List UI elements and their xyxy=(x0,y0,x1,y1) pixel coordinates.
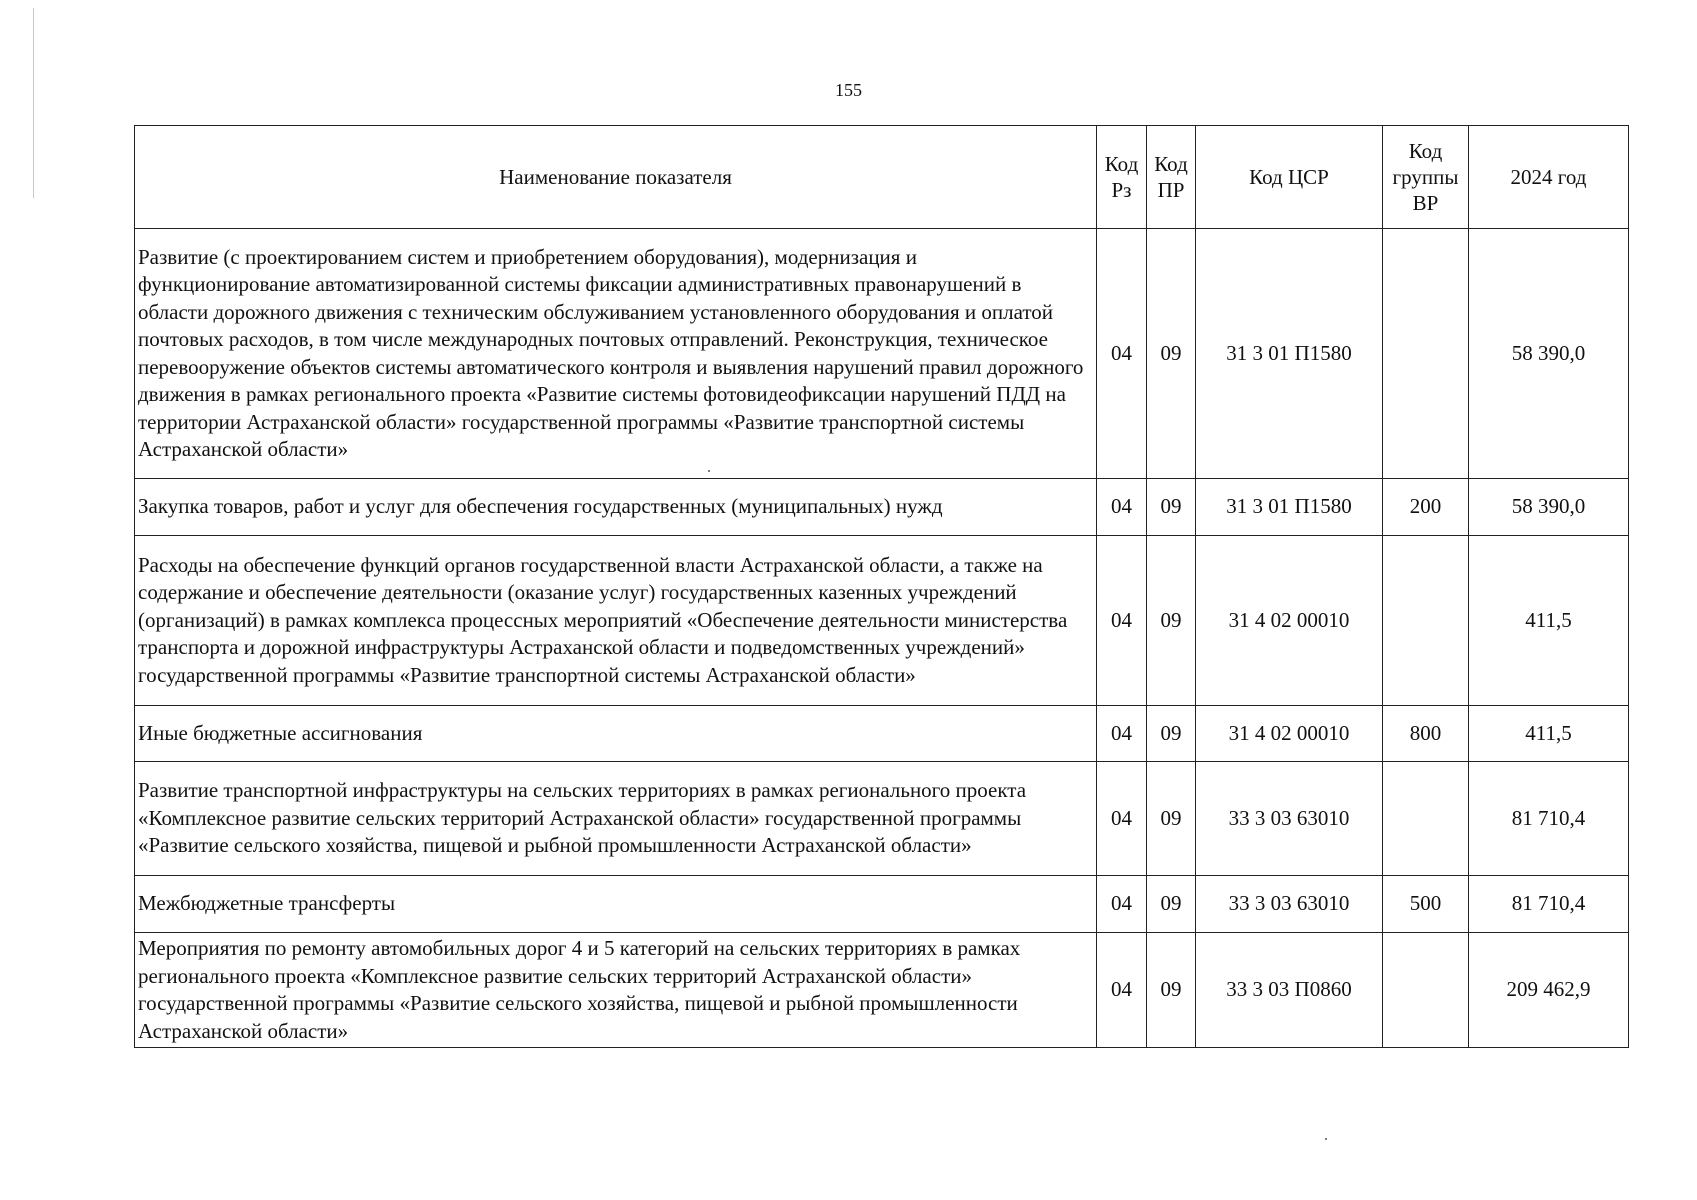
row-name: Межбюджетные трансферты xyxy=(135,876,1097,933)
scan-speck xyxy=(708,470,710,472)
row-vr: 500 xyxy=(1383,876,1469,933)
row-vr xyxy=(1383,229,1469,479)
scan-speck xyxy=(1325,1138,1327,1140)
table-row xyxy=(135,706,1629,762)
row-name: Мероприятия по ремонту автомобильных дорог 4 и 5 категорий на сельских территориях в рамках регионального проекта «Комплексное развитие сельских территорий Астраханской области» государственной программы «Развитие сельского хозяйства, пищевой и рыбной промышленности Астраханской области» xyxy=(135,933,1097,1048)
row-pr: 09 xyxy=(1147,479,1196,536)
page-number: 155 xyxy=(835,80,862,100)
row-amount: 58 390,0 xyxy=(1469,229,1629,479)
table-row xyxy=(135,229,1629,479)
table-row xyxy=(135,536,1629,706)
row-name: Развитие (с проектированием систем и приобретением оборудования), модернизация и функционирование автоматизированной системы фиксации административных правонарушений в области дорожного движения с техническим обслуживанием установленного оборудования и оплатой почтовых расходов, в том числе международных почтовых отправлений. Реконструкция, техническое перевооружение объектов системы автоматического контроля и выявления нарушений правил дорожного движения в рамках регионального проекта «Развитие системы фотовидеофиксации нарушений ПДД на территории Астраханской области» государственной программы «Развитие транспортной системы Астраханской области» xyxy=(135,229,1097,479)
header-vr: Код группы ВР xyxy=(1383,126,1469,229)
row-amount: 58 390,0 xyxy=(1469,479,1629,536)
row-rz: 04 xyxy=(1097,229,1147,479)
row-name: Развитие транспортной инфраструктуры на сельских территориях в рамках регионального проекта «Комплексное развитие сельских территорий Астраханской области» государственной программы «Развитие сельского хозяйства, пищевой и рыбной промышленности Астраханской области» xyxy=(135,762,1097,876)
row-csr: 31 3 01 П1580 xyxy=(1196,229,1383,479)
row-amount: 411,5 xyxy=(1469,706,1629,762)
header-name: Наименование показателя xyxy=(135,126,1097,229)
row-csr: 31 4 02 00010 xyxy=(1196,706,1383,762)
header-pr: Код ПР xyxy=(1147,126,1196,229)
row-rz: 04 xyxy=(1097,933,1147,1048)
row-rz: 04 xyxy=(1097,762,1147,876)
budget-table xyxy=(134,125,1629,1048)
row-amount: 209 462,9 xyxy=(1469,933,1629,1048)
table-header-row xyxy=(135,126,1629,229)
row-rz: 04 xyxy=(1097,479,1147,536)
table-row xyxy=(135,876,1629,933)
header-year: 2024 год xyxy=(1469,126,1629,229)
row-pr: 09 xyxy=(1147,762,1196,876)
row-csr: 33 3 03 П0860 xyxy=(1196,933,1383,1048)
header-rz: Код Рз xyxy=(1097,126,1147,229)
row-rz: 04 xyxy=(1097,536,1147,706)
row-csr: 33 3 03 63010 xyxy=(1196,876,1383,933)
row-name: Иные бюджетные ассигнования xyxy=(135,706,1097,762)
row-csr: 33 3 03 63010 xyxy=(1196,762,1383,876)
row-vr: 800 xyxy=(1383,706,1469,762)
row-amount: 81 710,4 xyxy=(1469,876,1629,933)
row-vr xyxy=(1383,762,1469,876)
table-row xyxy=(135,933,1629,1048)
row-name: Расходы на обеспечение функций органов государственной власти Астраханской области, а также на содержание и обеспечение деятельности (оказание услуг) государственных казенных учреждений (организаций) в рамках комплекса процессных мероприятий «Обеспечение деятельности министерства транспорта и дорожной инфраструктуры Астраханской области и подведомственных учреждений» государственной программы «Развитие транспортной системы Астраханской области» xyxy=(135,536,1097,706)
row-pr: 09 xyxy=(1147,933,1196,1048)
header-csr: Код ЦСР xyxy=(1196,126,1383,229)
row-csr: 31 4 02 00010 xyxy=(1196,536,1383,706)
row-vr xyxy=(1383,536,1469,706)
table-row xyxy=(135,479,1629,536)
table-row xyxy=(135,762,1629,876)
row-pr: 09 xyxy=(1147,536,1196,706)
row-csr: 31 3 01 П1580 xyxy=(1196,479,1383,536)
row-amount: 81 710,4 xyxy=(1469,762,1629,876)
row-name: Закупка товаров, работ и услуг для обеспечения государственных (муниципальных) нужд xyxy=(135,479,1097,536)
row-rz: 04 xyxy=(1097,706,1147,762)
row-rz: 04 xyxy=(1097,876,1147,933)
row-amount: 411,5 xyxy=(1469,536,1629,706)
row-pr: 09 xyxy=(1147,876,1196,933)
row-pr: 09 xyxy=(1147,229,1196,479)
scan-margin-line xyxy=(33,8,34,198)
row-vr xyxy=(1383,933,1469,1048)
row-pr: 09 xyxy=(1147,706,1196,762)
row-vr: 200 xyxy=(1383,479,1469,536)
